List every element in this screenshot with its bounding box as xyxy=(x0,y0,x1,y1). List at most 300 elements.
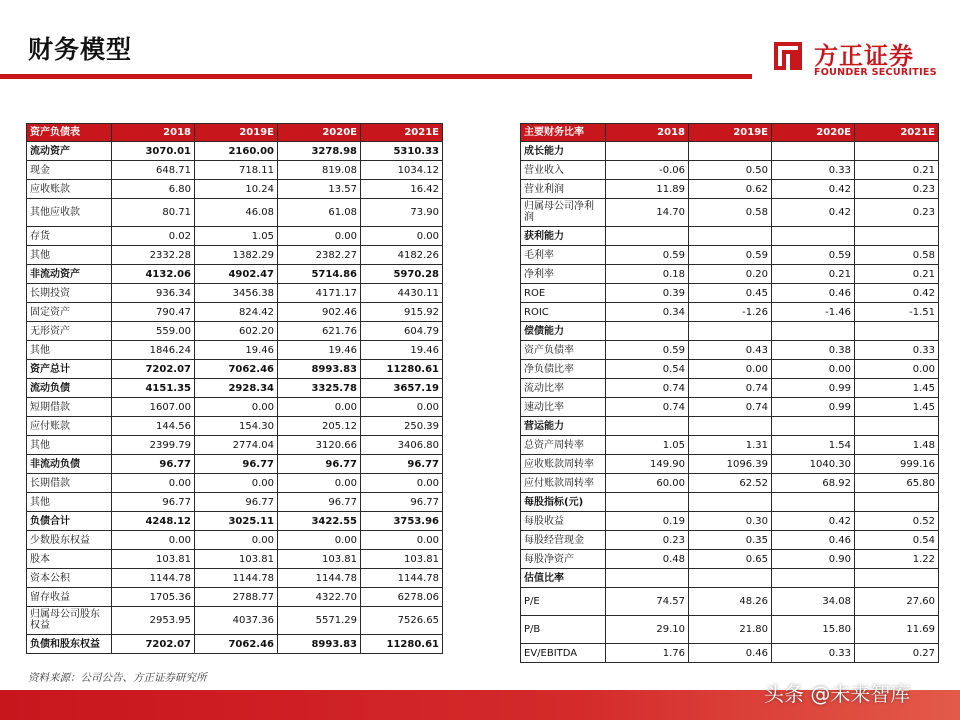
table-row xyxy=(521,531,939,550)
cell-value xyxy=(689,493,772,512)
cell-value: 0.18 xyxy=(606,265,689,284)
cell-value: 790.47 xyxy=(112,303,195,322)
table-row xyxy=(27,265,443,284)
table-row xyxy=(27,341,443,360)
table-row xyxy=(521,246,939,265)
cell-value: 0.00 xyxy=(361,227,443,246)
cell-value: 0.30 xyxy=(689,512,772,531)
row-label: 无形资产 xyxy=(27,322,112,341)
cell-value xyxy=(855,493,939,512)
row-label: 归属母公司净利润 xyxy=(521,199,606,227)
table-row xyxy=(27,635,443,654)
row-label: 负债和股东权益 xyxy=(27,635,112,654)
cell-value: 0.46 xyxy=(772,531,855,550)
row-label: 非流动资产 xyxy=(27,265,112,284)
row-label: 营业收入 xyxy=(521,161,606,180)
row-label: 其他 xyxy=(27,493,112,512)
table-row xyxy=(27,455,443,474)
table-row xyxy=(27,474,443,493)
row-label: 短期借款 xyxy=(27,398,112,417)
table-row xyxy=(27,569,443,588)
cell-value: 0.54 xyxy=(855,531,939,550)
table-header-row xyxy=(521,124,939,142)
table-row xyxy=(521,569,939,588)
cell-value: 0.45 xyxy=(689,284,772,303)
row-label: ROIC xyxy=(521,303,606,322)
row-label: 资本公积 xyxy=(27,569,112,588)
cell-value: 1705.36 xyxy=(112,588,195,607)
cell-value: 0.59 xyxy=(772,246,855,265)
cell-value: 4037.36 xyxy=(195,607,278,635)
cell-value: 0.42 xyxy=(772,512,855,531)
cell-value: 0.39 xyxy=(606,284,689,303)
row-label: ROE xyxy=(521,284,606,303)
column-header: 2019E xyxy=(195,124,278,142)
cell-value: 0.99 xyxy=(772,398,855,417)
cell-value: 1034.12 xyxy=(361,161,443,180)
row-label: 非流动负债 xyxy=(27,455,112,474)
cell-value: 0.00 xyxy=(361,531,443,550)
cell-value: 60.00 xyxy=(606,474,689,493)
table-row xyxy=(521,644,939,663)
cell-value: 0.42 xyxy=(855,284,939,303)
table-row xyxy=(521,360,939,379)
column-header: 2020E xyxy=(772,124,855,142)
cell-value: 96.77 xyxy=(112,455,195,474)
cell-value: 0.00 xyxy=(772,360,855,379)
cell-value: 0.00 xyxy=(278,531,361,550)
cell-value: 0.74 xyxy=(689,398,772,417)
cell-value xyxy=(606,227,689,246)
cell-value: 96.77 xyxy=(195,493,278,512)
cell-value: 3325.78 xyxy=(278,379,361,398)
row-label: 估值比率 xyxy=(521,569,606,588)
table-row xyxy=(27,303,443,322)
cell-value xyxy=(689,227,772,246)
cell-value: 0.02 xyxy=(112,227,195,246)
cell-value: 29.10 xyxy=(606,616,689,644)
column-header: 2019E xyxy=(689,124,772,142)
table-row xyxy=(521,436,939,455)
cell-value: 11280.61 xyxy=(361,635,443,654)
cell-value: 648.71 xyxy=(112,161,195,180)
cell-value: 0.74 xyxy=(689,379,772,398)
cell-value: 1.48 xyxy=(855,436,939,455)
table-row xyxy=(521,142,939,161)
row-label: 每股净资产 xyxy=(521,550,606,569)
cell-value: 103.81 xyxy=(195,550,278,569)
cell-value: 11.69 xyxy=(855,616,939,644)
column-header: 2018 xyxy=(112,124,195,142)
table-row xyxy=(27,493,443,512)
cell-value: 3278.98 xyxy=(278,142,361,161)
row-label: 流动负债 xyxy=(27,379,112,398)
cell-value: 80.71 xyxy=(112,199,195,227)
row-label: 应付账款周转率 xyxy=(521,474,606,493)
row-label: 净利率 xyxy=(521,265,606,284)
row-label: 负债合计 xyxy=(27,512,112,531)
cell-value: 0.42 xyxy=(772,180,855,199)
cell-value: 65.80 xyxy=(855,474,939,493)
cell-value: 2788.77 xyxy=(195,588,278,607)
cell-value: -1.26 xyxy=(689,303,772,322)
cell-value: 2953.95 xyxy=(112,607,195,635)
table-row xyxy=(27,588,443,607)
cell-value: 936.34 xyxy=(112,284,195,303)
row-label: 速动比率 xyxy=(521,398,606,417)
cell-value xyxy=(689,142,772,161)
cell-value: 2160.00 xyxy=(195,142,278,161)
source-note: 资料来源：公司公告、方正证券研究所 xyxy=(28,672,207,684)
row-label: 其他 xyxy=(27,246,112,265)
cell-value: 16.42 xyxy=(361,180,443,199)
cell-value: 96.77 xyxy=(195,455,278,474)
cell-value: 2382.27 xyxy=(278,246,361,265)
row-label: 偿债能力 xyxy=(521,322,606,341)
cell-value: 5571.29 xyxy=(278,607,361,635)
column-header: 2021E xyxy=(855,124,939,142)
cell-value: 19.46 xyxy=(278,341,361,360)
cell-value: 3657.19 xyxy=(361,379,443,398)
cell-value xyxy=(772,227,855,246)
row-label: 每股收益 xyxy=(521,512,606,531)
cell-value: 1.45 xyxy=(855,379,939,398)
cell-value: 1.22 xyxy=(855,550,939,569)
cell-value: 1.54 xyxy=(772,436,855,455)
cell-value: 8993.83 xyxy=(278,360,361,379)
cell-value: 62.52 xyxy=(689,474,772,493)
cell-value: 621.76 xyxy=(278,322,361,341)
cell-value: 0.00 xyxy=(278,398,361,417)
cell-value: 0.00 xyxy=(689,360,772,379)
table-row xyxy=(27,531,443,550)
cell-value: 1144.78 xyxy=(361,569,443,588)
table-row xyxy=(521,180,939,199)
table-row xyxy=(27,417,443,436)
cell-value: 1.05 xyxy=(195,227,278,246)
row-label: 股本 xyxy=(27,550,112,569)
row-label: 其他 xyxy=(27,341,112,360)
cell-value: 14.70 xyxy=(606,199,689,227)
cell-value: 103.81 xyxy=(278,550,361,569)
cell-value: 0.54 xyxy=(606,360,689,379)
row-label: 流动资产 xyxy=(27,142,112,161)
cell-value: 4182.26 xyxy=(361,246,443,265)
cell-value: 0.38 xyxy=(772,341,855,360)
cell-value: 602.20 xyxy=(195,322,278,341)
cell-value: 11.89 xyxy=(606,180,689,199)
cell-value: 46.08 xyxy=(195,199,278,227)
cell-value: 0.23 xyxy=(606,531,689,550)
cell-value: 1846.24 xyxy=(112,341,195,360)
column-header: 2018 xyxy=(606,124,689,142)
table-row xyxy=(27,142,443,161)
table-row xyxy=(521,284,939,303)
table-row xyxy=(521,199,939,227)
row-label: 营运能力 xyxy=(521,417,606,436)
cell-value: 96.77 xyxy=(278,493,361,512)
cell-value: 2928.34 xyxy=(195,379,278,398)
cell-value: 0.00 xyxy=(278,474,361,493)
cell-value xyxy=(606,493,689,512)
cell-value: 7062.46 xyxy=(195,635,278,654)
cell-value xyxy=(689,417,772,436)
cell-value: 4322.70 xyxy=(278,588,361,607)
cell-value xyxy=(855,322,939,341)
cell-value: 902.46 xyxy=(278,303,361,322)
watermark: 头条 @未来智库 xyxy=(764,682,911,706)
cell-value: 154.30 xyxy=(195,417,278,436)
cell-value: 0.46 xyxy=(689,644,772,663)
table-row xyxy=(521,455,939,474)
cell-value: -0.06 xyxy=(606,161,689,180)
cell-value xyxy=(772,142,855,161)
cell-value: 3406.80 xyxy=(361,436,443,455)
cell-value: 0.74 xyxy=(606,398,689,417)
cell-value: -1.51 xyxy=(855,303,939,322)
cell-value: 68.92 xyxy=(772,474,855,493)
cell-value: 4132.06 xyxy=(112,265,195,284)
column-header: 主要财务比率 xyxy=(521,124,606,142)
table-row xyxy=(521,398,939,417)
row-label: 留存收益 xyxy=(27,588,112,607)
cell-value: 250.39 xyxy=(361,417,443,436)
cell-value: 0.90 xyxy=(772,550,855,569)
row-label: 固定资产 xyxy=(27,303,112,322)
cell-value: 0.62 xyxy=(689,180,772,199)
cell-value: 11280.61 xyxy=(361,360,443,379)
cell-value: 3120.66 xyxy=(278,436,361,455)
cell-value: 0.33 xyxy=(772,644,855,663)
financial-ratio-table xyxy=(520,123,939,663)
cell-value: 27.60 xyxy=(855,588,939,616)
table-row xyxy=(521,322,939,341)
cell-value: 0.00 xyxy=(855,360,939,379)
cell-value: 1.45 xyxy=(855,398,939,417)
cell-value: 0.19 xyxy=(606,512,689,531)
cell-value: 8993.83 xyxy=(278,635,361,654)
cell-value xyxy=(855,227,939,246)
cell-value: 7202.07 xyxy=(112,635,195,654)
table-row xyxy=(27,379,443,398)
column-header: 2020E xyxy=(278,124,361,142)
cell-value xyxy=(772,493,855,512)
cell-value xyxy=(689,569,772,588)
cell-value: 1144.78 xyxy=(195,569,278,588)
row-label: 存货 xyxy=(27,227,112,246)
cell-value xyxy=(606,417,689,436)
cell-value: 0.23 xyxy=(855,199,939,227)
cell-value: 19.46 xyxy=(361,341,443,360)
table-row xyxy=(27,550,443,569)
cell-value: 0.00 xyxy=(112,531,195,550)
cell-value: 6.80 xyxy=(112,180,195,199)
column-header: 资产负债表 xyxy=(27,124,112,142)
cell-value: 718.11 xyxy=(195,161,278,180)
cell-value: 0.46 xyxy=(772,284,855,303)
table-row xyxy=(27,246,443,265)
table-row xyxy=(521,417,939,436)
cell-value xyxy=(855,142,939,161)
table-row xyxy=(27,322,443,341)
cell-value: 4248.12 xyxy=(112,512,195,531)
cell-value: 10.24 xyxy=(195,180,278,199)
cell-value: 0.27 xyxy=(855,644,939,663)
row-label: 资产负债率 xyxy=(521,341,606,360)
row-label: EV/EBITDA xyxy=(521,644,606,663)
cell-value: 19.46 xyxy=(195,341,278,360)
cell-value: 96.77 xyxy=(278,455,361,474)
balance-sheet-body xyxy=(27,142,443,654)
cell-value: 0.00 xyxy=(278,227,361,246)
cell-value xyxy=(772,417,855,436)
cell-value: 0.00 xyxy=(195,531,278,550)
row-label: 成长能力 xyxy=(521,142,606,161)
title-rule xyxy=(0,74,752,79)
table-row xyxy=(521,341,939,360)
table-row xyxy=(27,199,443,227)
cell-value: 0.74 xyxy=(606,379,689,398)
cell-value: 0.00 xyxy=(112,474,195,493)
row-label: 其他应收款 xyxy=(27,199,112,227)
cell-value xyxy=(855,417,939,436)
row-label: 少数股东权益 xyxy=(27,531,112,550)
cell-value: 0.99 xyxy=(772,379,855,398)
cell-value: 0.00 xyxy=(361,474,443,493)
cell-value: 1096.39 xyxy=(689,455,772,474)
cell-value: 0.33 xyxy=(855,341,939,360)
table-row xyxy=(27,360,443,379)
cell-value xyxy=(772,569,855,588)
cell-value: 0.52 xyxy=(855,512,939,531)
cell-value: 13.57 xyxy=(278,180,361,199)
brand-name-en: FOUNDER SECURITIES xyxy=(814,67,937,78)
cell-value: 3070.01 xyxy=(112,142,195,161)
cell-value xyxy=(689,322,772,341)
cell-value: 7526.65 xyxy=(361,607,443,635)
table-row xyxy=(521,550,939,569)
cell-value: 819.08 xyxy=(278,161,361,180)
cell-value: 4151.35 xyxy=(112,379,195,398)
cell-value: 1144.78 xyxy=(278,569,361,588)
table-row xyxy=(521,227,939,246)
cell-value xyxy=(855,569,939,588)
cell-value: 4430.11 xyxy=(361,284,443,303)
cell-value: 144.56 xyxy=(112,417,195,436)
row-label: 其他 xyxy=(27,436,112,455)
cell-value: 0.43 xyxy=(689,341,772,360)
row-label: 应收账款 xyxy=(27,180,112,199)
cell-value: 74.57 xyxy=(606,588,689,616)
cell-value: 5970.28 xyxy=(361,265,443,284)
table-row xyxy=(521,265,939,284)
row-label: P/B xyxy=(521,616,606,644)
row-label: 每股经营现金 xyxy=(521,531,606,550)
row-label: 流动比率 xyxy=(521,379,606,398)
cell-value: 96.77 xyxy=(361,455,443,474)
table-row xyxy=(27,284,443,303)
cell-value: 7062.46 xyxy=(195,360,278,379)
row-label: 现金 xyxy=(27,161,112,180)
cell-value: 1.05 xyxy=(606,436,689,455)
cell-value: 0.42 xyxy=(772,199,855,227)
cell-value: 0.34 xyxy=(606,303,689,322)
cell-value: 3456.38 xyxy=(195,284,278,303)
cell-value: 6278.06 xyxy=(361,588,443,607)
cell-value: 3422.55 xyxy=(278,512,361,531)
brand-name-cn: 方正证券 xyxy=(814,42,914,70)
cell-value: 559.00 xyxy=(112,322,195,341)
cell-value: 3025.11 xyxy=(195,512,278,531)
table-row xyxy=(521,588,939,616)
cell-value: 0.59 xyxy=(689,246,772,265)
founder-logo-icon xyxy=(770,38,806,74)
cell-value: 1.76 xyxy=(606,644,689,663)
table-row xyxy=(27,512,443,531)
cell-value xyxy=(772,322,855,341)
table-header-row xyxy=(27,124,443,142)
cell-value: 205.12 xyxy=(278,417,361,436)
cell-value: 48.26 xyxy=(689,588,772,616)
cell-value: 1382.29 xyxy=(195,246,278,265)
row-label: 长期投资 xyxy=(27,284,112,303)
column-header: 2021E xyxy=(361,124,443,142)
row-label: 每股指标(元) xyxy=(521,493,606,512)
page-title: 财务模型 xyxy=(28,35,133,64)
brand-logo xyxy=(770,36,950,82)
cell-value: 5714.86 xyxy=(278,265,361,284)
cell-value: 0.23 xyxy=(855,180,939,199)
cell-value: 103.81 xyxy=(361,550,443,569)
cell-value: 96.77 xyxy=(112,493,195,512)
row-label: 净负债比率 xyxy=(521,360,606,379)
table-row xyxy=(27,436,443,455)
cell-value xyxy=(606,142,689,161)
cell-value: 2332.28 xyxy=(112,246,195,265)
cell-value: 1040.30 xyxy=(772,455,855,474)
table-row xyxy=(521,616,939,644)
cell-value: 61.08 xyxy=(278,199,361,227)
row-label: 获利能力 xyxy=(521,227,606,246)
cell-value: 0.59 xyxy=(606,246,689,265)
cell-value: 0.48 xyxy=(606,550,689,569)
row-label: 应收账款周转率 xyxy=(521,455,606,474)
cell-value: 0.21 xyxy=(772,265,855,284)
cell-value: 149.90 xyxy=(606,455,689,474)
cell-value: 0.20 xyxy=(689,265,772,284)
cell-value xyxy=(606,322,689,341)
cell-value: 604.79 xyxy=(361,322,443,341)
table-row xyxy=(521,379,939,398)
cell-value: 0.65 xyxy=(689,550,772,569)
cell-value: 96.77 xyxy=(361,493,443,512)
row-label: 归属母公司股东权益 xyxy=(27,607,112,635)
table-row xyxy=(521,493,939,512)
table-row xyxy=(27,227,443,246)
cell-value: 103.81 xyxy=(112,550,195,569)
table-row xyxy=(521,512,939,531)
row-label: 长期借款 xyxy=(27,474,112,493)
balance-sheet-table xyxy=(26,123,443,654)
row-label: 资产总计 xyxy=(27,360,112,379)
cell-value: 0.35 xyxy=(689,531,772,550)
cell-value: -1.46 xyxy=(772,303,855,322)
row-label: 应付账款 xyxy=(27,417,112,436)
cell-value: 0.00 xyxy=(361,398,443,417)
cell-value: 1607.00 xyxy=(112,398,195,417)
cell-value: 0.50 xyxy=(689,161,772,180)
cell-value: 2399.79 xyxy=(112,436,195,455)
